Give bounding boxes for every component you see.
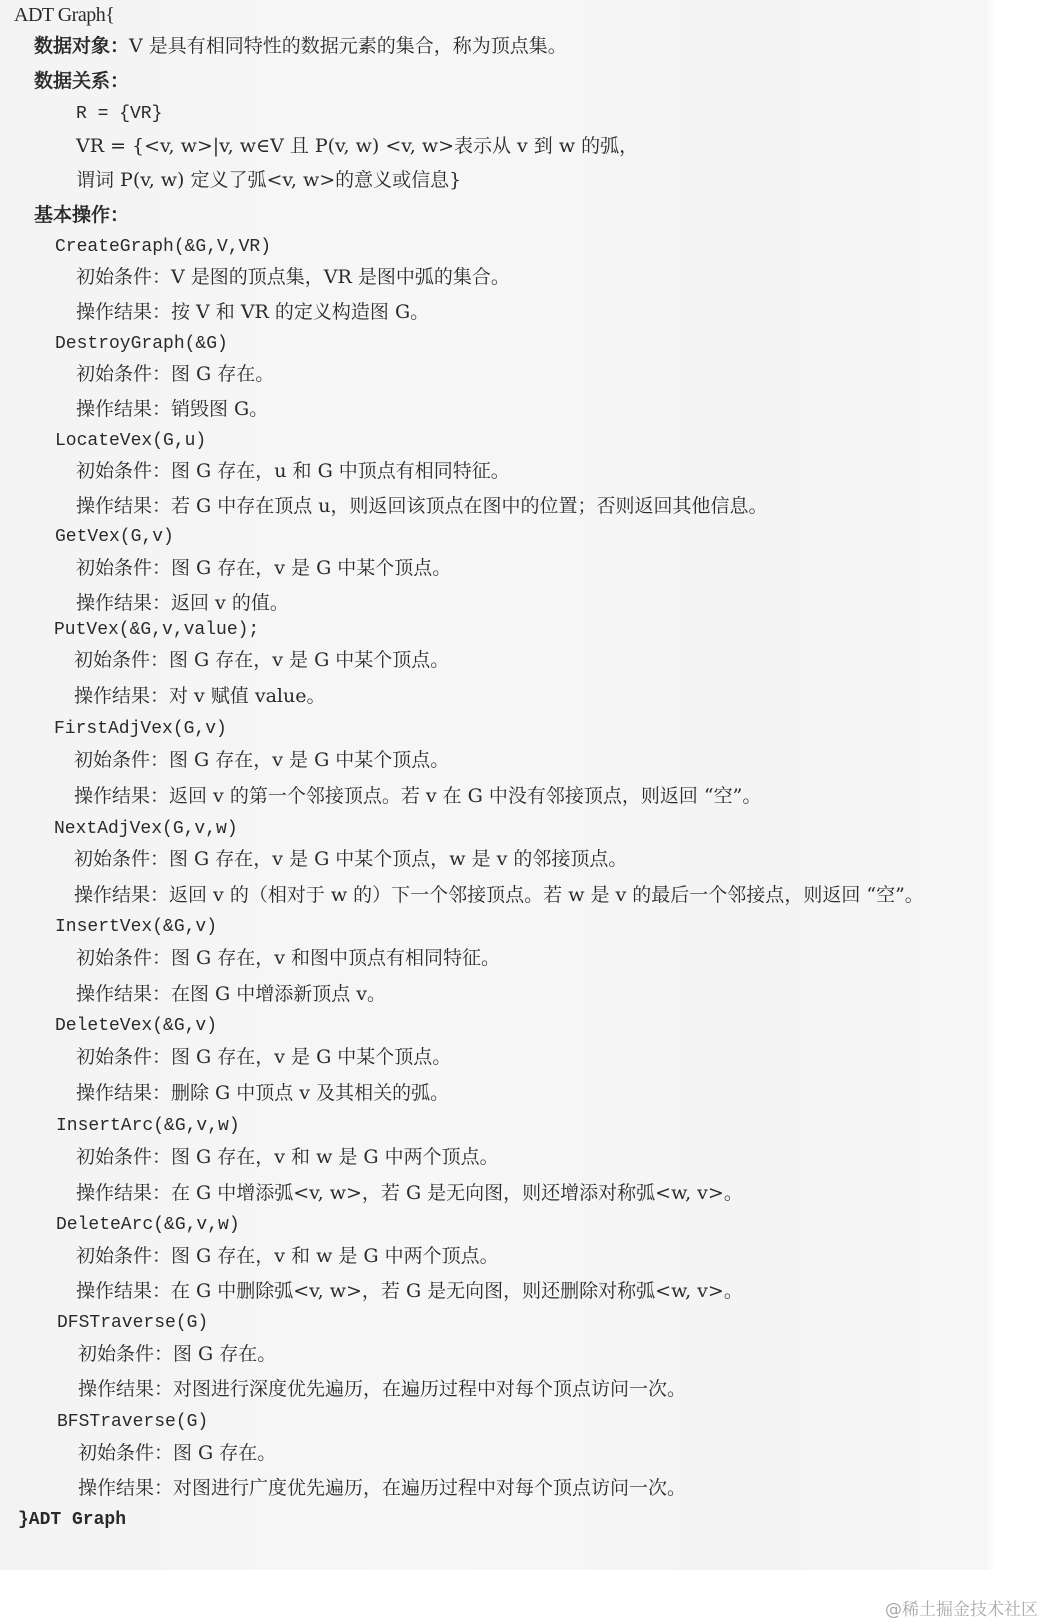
operation-precondition: 初始条件：V 是图的顶点集，VR 是图中弧的集合。 [76,266,510,288]
operation-precondition: 初始条件：图 G 存在，v 是 G 中某个顶点。 [76,1046,452,1068]
operation-result: 操作结果：对图进行广度优先遍历，在遍历过程中对每个顶点访问一次。 [78,1477,687,1499]
watermark: @稀土掘金技术社区 [885,1600,1038,1620]
relation-line: R = {VR} [76,104,163,124]
operation-signature: NextAdjVex(G,v,w) [54,819,238,839]
operation-result: 操作结果：在 G 中删除弧<v, w>，若 G 是无向图，则还删除对称弧<w, v>。 [76,1280,743,1302]
data-object-text: V 是具有相同特性的数据元素的集合，称为顶点集。 [129,35,567,57]
operation-precondition: 初始条件：图 G 存在，v 是 G 中某个顶点，w 是 v 的邻接顶点。 [74,848,628,870]
adt-footer: }ADT Graph [18,1510,127,1530]
operation-signature: InsertVex(&G,v) [55,917,218,937]
operation-precondition: 初始条件：图 G 存在，u 和 G 中顶点有相同特征。 [76,460,510,482]
operation-precondition: 初始条件：图 G 存在，v 是 G 中某个顶点。 [74,649,450,671]
operation-precondition: 初始条件：图 G 存在。 [78,1343,277,1365]
data-object-label: 数据对象： [34,35,130,57]
operation-precondition: 初始条件：图 G 存在。 [76,363,275,385]
operation-result: 操作结果：删除 G 中顶点 v 及其相关的弧。 [76,1082,450,1104]
operation-signature: GetVex(G,v) [55,527,174,547]
relation-line: VR = {<v, w>|v, w∈V 且 P(v, w) <v, w>表示从 v 到 w 的弧， [76,135,639,157]
operation-result: 操作结果：返回 v 的值。 [76,592,289,614]
operation-signature: DeleteArc(&G,v,w) [56,1215,240,1235]
operation-result: 操作结果：若 G 中存在顶点 u，则返回该顶点在图中的位置；否则返回其他信息。 [76,495,768,517]
operations-label: 基本操作： [34,204,130,226]
operation-result: 操作结果：在 G 中增添弧<v, w>，若 G 是无向图，则还增添对称弧<w, v>。 [76,1182,743,1204]
operation-result: 操作结果：销毁图 G。 [76,398,269,420]
data-object-line [34,34,567,58]
operation-result: 操作结果：按 V 和 VR 的定义构造图 G。 [76,301,430,323]
operation-signature: BFSTraverse(G) [57,1412,209,1432]
operation-precondition: 初始条件：图 G 存在，v 和 w 是 G 中两个顶点。 [76,1245,499,1267]
operation-signature: InsertArc(&G,v,w) [56,1116,240,1136]
operation-signature: FirstAdjVex(G,v) [54,719,227,739]
operation-signature: DFSTraverse(G) [57,1313,209,1333]
operation-signature: LocateVex(G,u) [55,431,207,451]
operation-precondition: 初始条件：图 G 存在，v 和 w 是 G 中两个顶点。 [76,1146,499,1168]
operation-precondition: 初始条件：图 G 存在，v 和图中顶点有相同特征。 [76,947,501,969]
operation-precondition: 初始条件：图 G 存在。 [78,1442,277,1464]
operation-precondition: 初始条件：图 G 存在，v 是 G 中某个顶点。 [76,557,452,579]
operation-signature: DeleteVex(&G,v) [55,1016,218,1036]
operation-signature: CreateGraph(&G,V,VR) [55,237,272,257]
operation-result: 操作结果：返回 v 的（相对于 w 的）下一个邻接顶点。若 w 是 v 的最后一个邻接点，则返回 “空”。 [74,884,924,906]
operation-result: 操作结果：对图进行深度优先遍历，在遍历过程中对每个顶点访问一次。 [78,1378,687,1400]
operation-precondition: 初始条件：图 G 存在，v 是 G 中某个顶点。 [74,749,450,771]
operation-signature: DestroyGraph(&G) [55,334,228,354]
operation-signature: PutVex(&G,v,value); [54,620,260,640]
operation-result: 操作结果：对 v 赋值 value。 [74,685,326,707]
operation-result: 操作结果：在图 G 中增添新顶点 v。 [76,983,387,1005]
operation-result: 操作结果：返回 v 的第一个邻接顶点。若 v 在 G 中没有邻接顶点，则返回 “空”。 [74,785,762,807]
adt-header: ADT Graph{ [14,4,115,26]
relation-line: 谓词 P(v, w) 定义了弧<v, w>的意义或信息} [76,169,462,191]
data-relation-label: 数据关系： [34,70,130,92]
